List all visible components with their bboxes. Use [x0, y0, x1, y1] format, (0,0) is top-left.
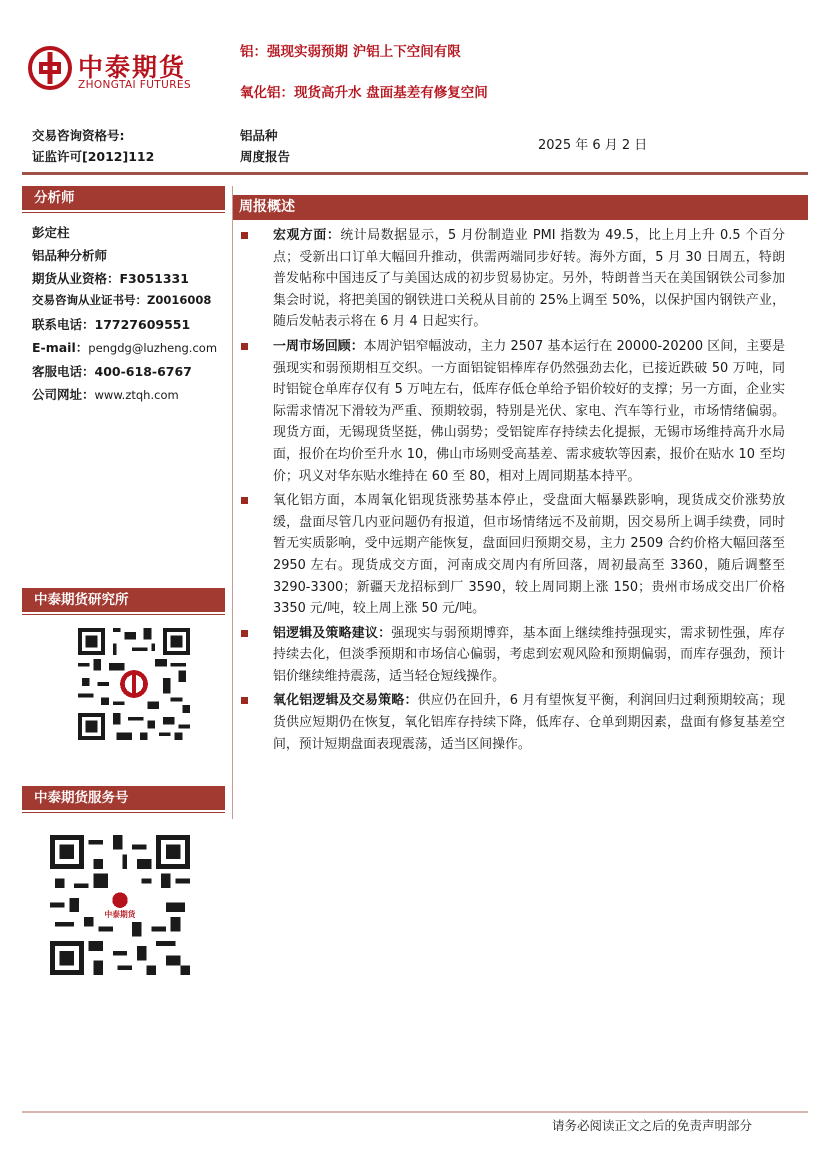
license-value: 证监许可[2012]112 [32, 149, 155, 164]
analyst-certificate [32, 292, 211, 308]
company-logo [28, 44, 218, 96]
service-account-qr-code-icon[interactable] [50, 835, 190, 975]
research-qr-code-icon[interactable] [78, 628, 190, 740]
header-divider [22, 172, 808, 175]
logo-chinese-name: 中泰期货 [78, 53, 187, 82]
footer-divider [22, 1111, 808, 1113]
bullet-square-icon [241, 697, 248, 704]
website-label: 公司网址： [32, 387, 95, 402]
bullet-square-icon [241, 232, 248, 239]
bullet-text: 氧化铝方面，本周氧化铝现货涨势基本停止，受盘面大幅暴跌影响，现货成交价涨势放缓，盘面尽管几内亚问题仍有报道，但市场情绪远不及前期，因交易所上调手续费，同时暂无实质影响，受中远期产能恢复，盘面回归预期交易，主力 2509 合约价格大幅回落至 2950 左右。现货成交方面，河南成交周内有所回落，周初最高至 3360，随后调整至 3290-3300；新疆天龙招标到厂 3590，较上周同期上涨 150；贵州市场成交出厂价格 3350 元/吨，较上周上涨 50 元/吨。 [273, 493, 785, 617]
bullet-square-icon [241, 497, 248, 504]
analyst-qualification [32, 269, 189, 287]
email-label: E-mail： [32, 340, 89, 355]
headline-alumina: 氧化铝：现货高升水 盘面基差有修复空间 [240, 85, 488, 101]
service-phone-label: 客服电话： [32, 364, 95, 379]
service-phone-value: 400-618-6767 [94, 364, 192, 379]
list-item [240, 490, 785, 620]
website-link[interactable]: www.ztqh.com [94, 388, 179, 402]
disclaimer-notice: 请务必阅读正文之后的免责声明部分 [552, 1118, 753, 1133]
bullet-square-icon [241, 630, 248, 637]
bullet-lead: 氧化铝逻辑及交易策略： [273, 693, 418, 709]
list-item [240, 225, 785, 333]
bullet-text: 供应仍在回升，6 月有望恢复平衡，利润回归过剩预期较高；现货供应短期仍在恢复，氧化铝库存持续下降，低库存、仓单到期因素，盘面有修复基差空间，预计短期盘面表现震荡，适当区间操作。 [273, 693, 785, 752]
email-link[interactable]: pengdg@luzheng.com [88, 341, 218, 355]
qr-logo-text: 中泰期货 [104, 910, 136, 920]
analyst-email [32, 338, 217, 356]
zhongtai-logo-icon [28, 46, 72, 90]
sidebar-divider [22, 614, 225, 615]
company-website [32, 385, 179, 403]
phone-label: 联系电话： [32, 317, 95, 332]
column-divider [232, 186, 233, 819]
bullet-text: 本周沪铝窄幅波动，主力 2507 基本运行在 20000-20200 区间，主要是强现实和弱预期相互交织。一方面铝锭铝棒库存仍然强劲去化，已接近跌破 50 万吨，同时铝锭仓单库存仅有 5 万吨左右，低库存低仓单给予铝价较好的支撑；另一方面，企业实际需求情况下滑较为严重、预期较弱，特别是光伏、家电、汽车等行业，市场情绪偏弱。现货方面，无锡现货坚挺，佛山弱势；受铝锭库存持续去化提振，无锡市场维持高升水局面，报价在均价至升水 10，佛山市场则受高基差、需求疲软等因素，报价在贴水 10 至均价；巩义对华东贴水维持在 60 至 80，相对上周同期基本持平。 [273, 338, 785, 484]
report-date: 2025 年 6 月 2 日 [538, 138, 648, 153]
analyst-role: 铝品种分析师 [32, 248, 108, 263]
summary-section-title: 周报概述 [233, 195, 808, 220]
list-item [240, 623, 785, 688]
sidebar-divider [22, 212, 225, 213]
service-account-title: 中泰期货服务号 [22, 786, 225, 810]
service-phone [32, 362, 192, 380]
phone-value: 17727609551 [94, 317, 191, 332]
bullet-lead: 铝逻辑及策略建议： [273, 625, 392, 641]
analyst-name: 彭定柱 [32, 225, 70, 240]
report-type-label: 周度报告 [240, 149, 291, 164]
analyst-phone [32, 315, 190, 333]
bullet-text: 统计局数据显示，5 月份制造业 PMI 指数为 49.5，比上月上升 0.5 个百分点；受新出口订单大幅回升推动，供需两端同步好转。海外方面，5 月 30 日周五，特朗普发帖称中国违反了与美国达成的初步贸易协定。另外，特朗普当天在美国钢铁公司参加集会时说，将把美国的钢铁进口关税从目前的 25%上调至 50%，以保护国内钢铁产业，随后发帖表示将在 6 月 4 日起实行。 [273, 228, 786, 330]
license-label: 交易咨询资格号: [32, 128, 125, 143]
logo-english-name: ZHONGTAI FUTURES [78, 79, 192, 91]
qualification-value: F3051331 [119, 271, 189, 286]
bullet-lead: 一周市场回顾： [273, 338, 364, 354]
sidebar-divider [22, 812, 225, 813]
bullet-square-icon [241, 343, 248, 350]
certificate-label: 交易咨询从业证书号： [32, 293, 147, 307]
summary-list [240, 225, 785, 758]
bullet-lead: 宏观方面： [273, 228, 341, 243]
list-item [240, 336, 785, 487]
certificate-value: Z0016008 [147, 293, 212, 307]
analyst-section-title: 分析师 [22, 186, 225, 210]
headline-aluminum: 铝：强现实弱预期 沪铝上下空间有限 [240, 44, 461, 60]
bullet-text: 强现实与弱预期博弈，基本面上继续维持强现实，需求韧性强，库存持续去化，但淡季预期和市场信心偏弱，考虑到宏观风险和预期偏弱，而库存强劲，预计铝价继续维持震荡，适当轻仓短线操作。 [273, 625, 786, 684]
qualification-label: 期货从业资格： [32, 271, 120, 286]
category-label: 铝品种 [240, 128, 278, 143]
research-institute-title: 中泰期货研究所 [22, 588, 225, 612]
list-item [240, 690, 785, 755]
